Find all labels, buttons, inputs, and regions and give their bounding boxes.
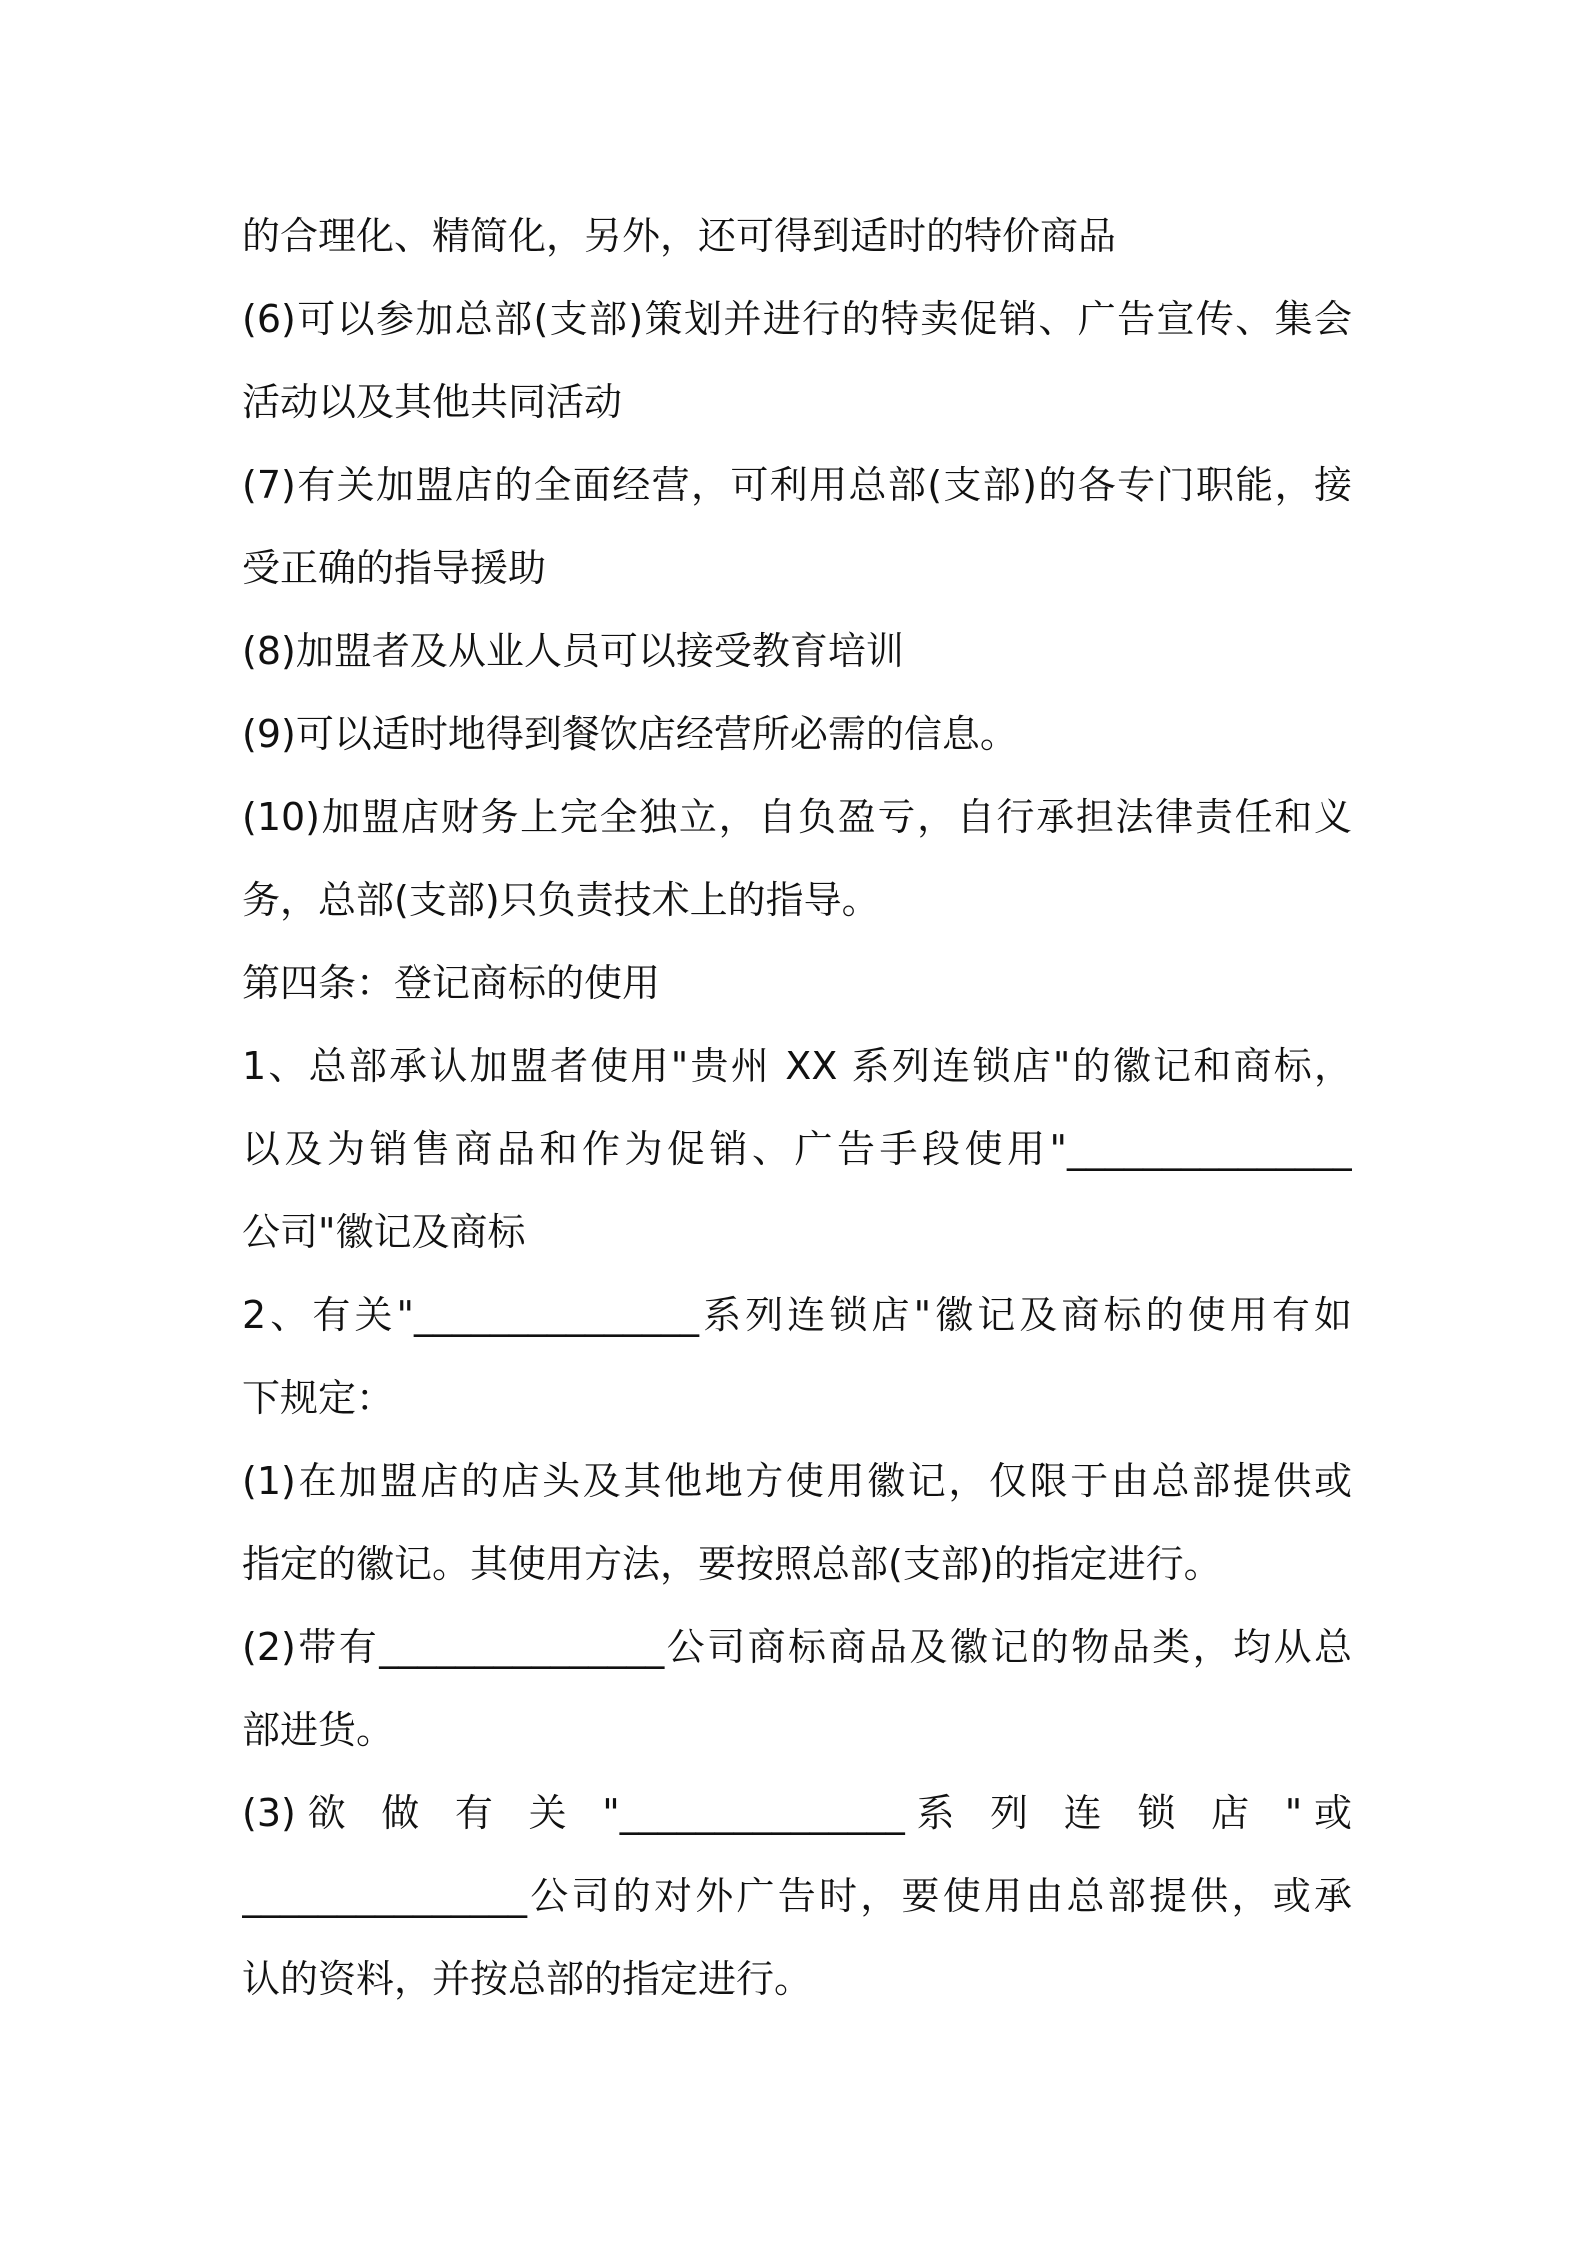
- text-line: (10)加盟店财务上完全独立，自负盈亏，自行承担法律责任和义: [242, 795, 1352, 839]
- text-line: 活动以及其他共同活动: [242, 380, 623, 424]
- text-line: 部进货。: [242, 1708, 395, 1752]
- text-line: 下规定：: [242, 1376, 395, 1420]
- text-line: 认的资料，并按总部的指定进行。: [242, 1957, 813, 2001]
- text-line: 2、有关"_______________系列连锁店"徽记及商标的使用有如: [242, 1293, 1352, 1337]
- text-line: _______________公司的对外广告时，要使用由总部提供，或承: [242, 1874, 1352, 1918]
- text-line: (7)有关加盟店的全面经营，可利用总部(支部)的各专门职能，接: [242, 463, 1352, 507]
- text-line: (8)加盟者及从业人员可以接受教育培训: [242, 629, 904, 673]
- text-line: 1、总部承认加盟者使用"贵州 XX 系列连锁店"的徽记和商标，: [242, 1044, 1352, 1088]
- text-line: 指定的徽记。其使用方法，要按照总部(支部)的指定进行。: [242, 1542, 1222, 1586]
- text-line: 的合理化、精简化，另外，还可得到适时的特价商品: [242, 214, 1117, 258]
- text-line: 受正确的指导援助: [242, 546, 547, 590]
- document-body: [242, 195, 1352, 2021]
- text-line: 务，总部(支部)只负责技术上的指导。: [242, 878, 880, 922]
- text-line: (3)欲 做 有 关 "_______________系 列 连 锁 店 "或: [242, 1791, 1352, 1835]
- section-heading: 第四条：登记商标的使用: [242, 961, 661, 1005]
- text-line: (1)在加盟店的店头及其他地方使用徽记，仅限于由总部提供或: [242, 1459, 1352, 1503]
- text-line: 公司"徽记及商标: [242, 1210, 526, 1254]
- text-line: (2)带有_______________公司商标商品及徽记的物品类，均从总: [242, 1625, 1352, 1669]
- text-line: 以及为销售商品和作为促销、广告手段使用"_______________: [242, 1127, 1352, 1171]
- text-line: (9)可以适时地得到餐饮店经营所必需的信息。: [242, 712, 1018, 756]
- text-line: (6)可以参加总部(支部)策划并进行的特卖促销、广告宣传、集会: [242, 297, 1352, 341]
